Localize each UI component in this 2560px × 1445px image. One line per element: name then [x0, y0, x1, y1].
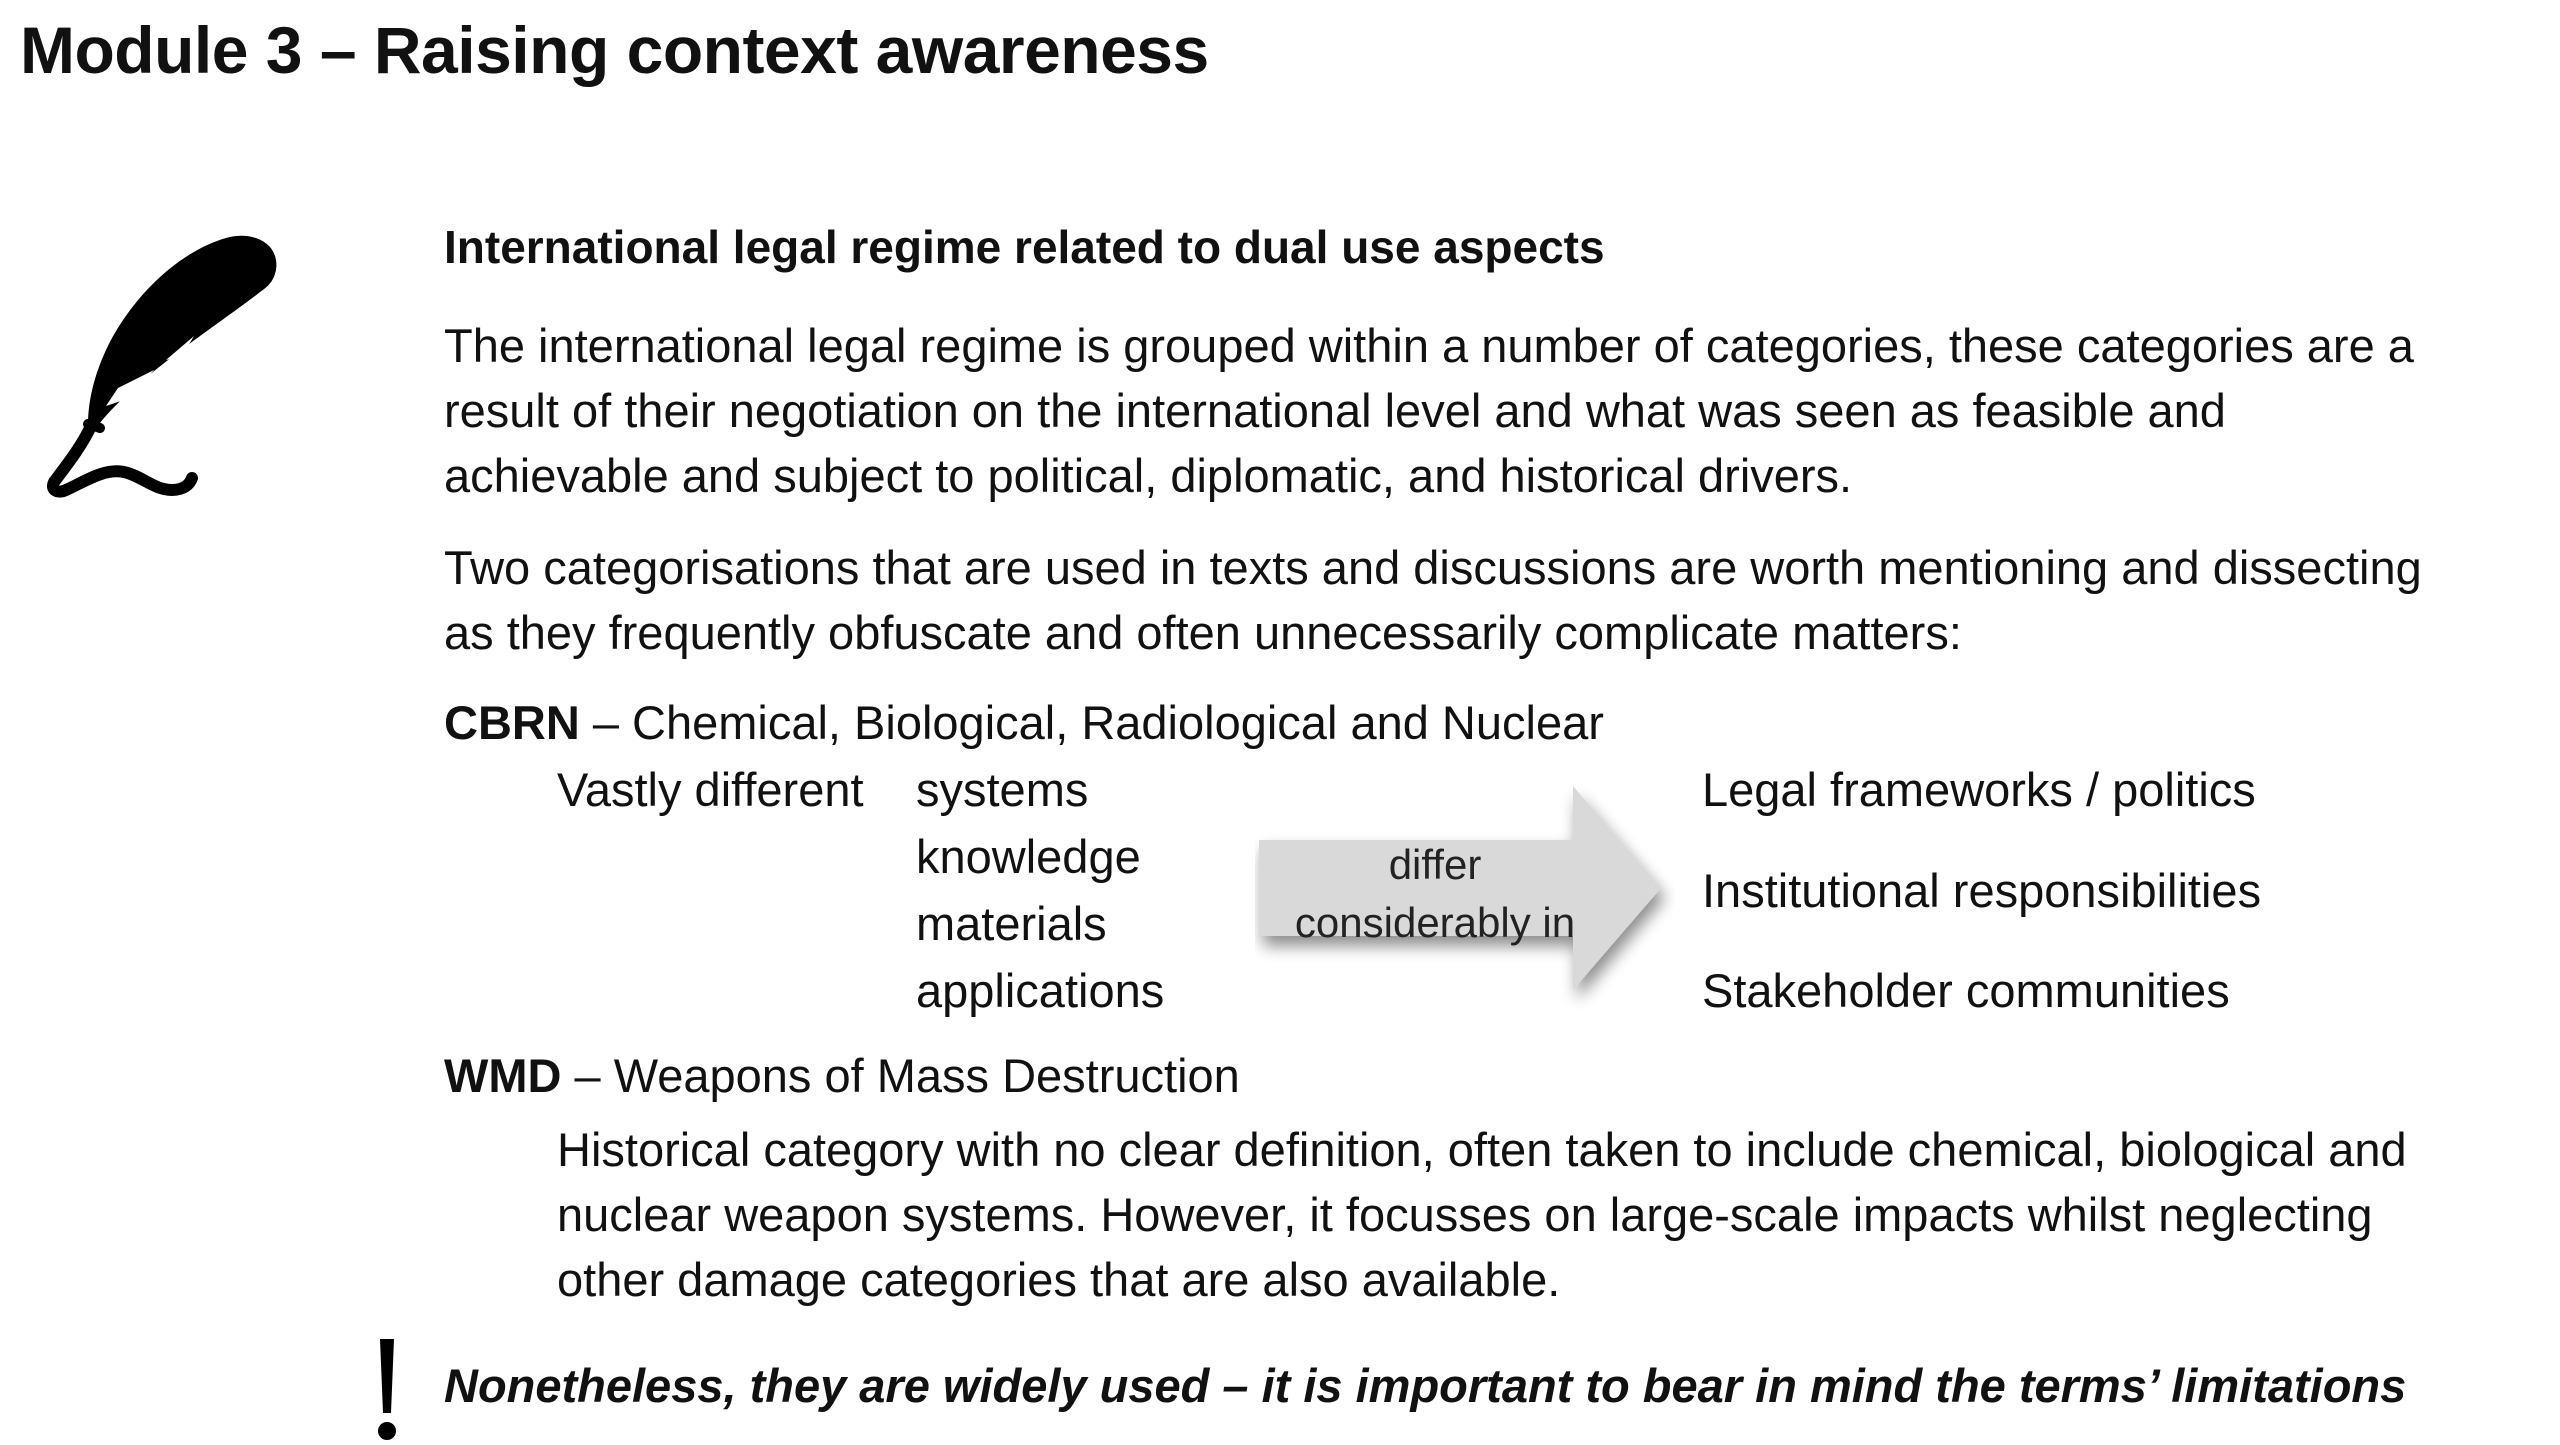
cbrn-item: materials [916, 897, 1107, 950]
outcome-item: Stakeholder communities [1702, 964, 2230, 1017]
outcome-item: Legal frameworks / politics [1702, 763, 2256, 816]
outcome-item: Institutional responsibilities [1702, 864, 2262, 917]
exclamation-icon [372, 1335, 402, 1445]
intro-paragraph: The international legal regime is grouped within a number of categories, these categories are a result of their negotiation on the international level and what was seen as feasible and achievable and subject to political, diplomatic, and historical drivers. [444, 319, 2414, 502]
arrow-label [1250, 836, 1620, 952]
cbrn-term: CBRN [444, 696, 580, 749]
limitations-note: Nonetheless, they are widely used – it is important to bear in mind the terms’ limitations [444, 1359, 2407, 1412]
wmd-definition: – Weapons of Mass Destruction [561, 1049, 1240, 1102]
section-heading: International legal regime related to dual use aspects [444, 221, 1605, 273]
wmd-description: Historical category with no clear definition, often taken to include chemical, biological and nuclear weapon systems. However, it focusses on large-scale impacts whilst neglecting other damage categories that are also available. [557, 1123, 2407, 1306]
feather-quill-icon [44, 228, 284, 498]
wmd-line [444, 1048, 1240, 1103]
cbrn-prefix: Vastly different [557, 763, 864, 816]
cbrn-item: systems [916, 763, 1089, 816]
arrow-label-line: differ [1388, 841, 1482, 888]
cbrn-item: applications [916, 964, 1165, 1017]
cbrn-line [444, 695, 1604, 750]
categorisation-paragraph: Two categorisations that are used in texts and discussions are worth mentioning and dissecting as they frequently obfuscate and often unnecessarily complicate matters: [444, 541, 2422, 659]
arrow-label-line: considerably in [1294, 899, 1576, 946]
page-title: Module 3 – Raising context awareness [20, 13, 1209, 87]
cbrn-definition: – Chemical, Biological, Radiological and Nuclear [579, 696, 1604, 749]
cbrn-item: knowledge [916, 830, 1141, 883]
wmd-term: WMD [444, 1049, 562, 1102]
